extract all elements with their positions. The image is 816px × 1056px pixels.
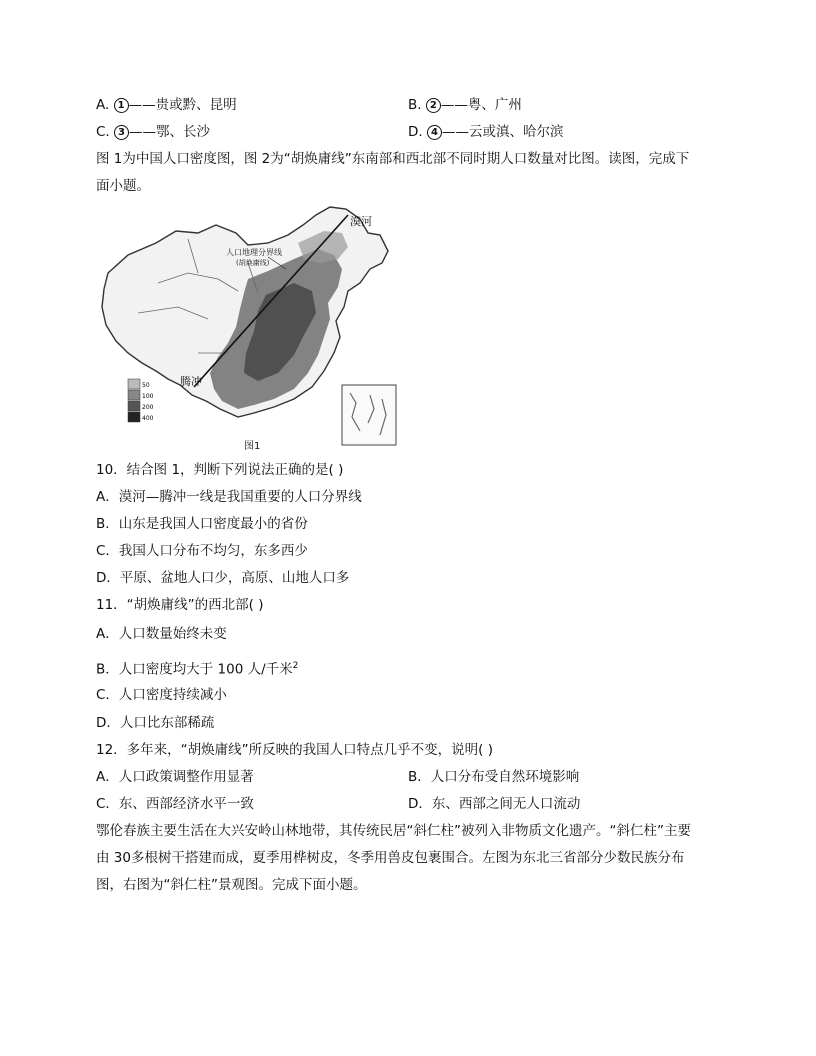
question-12-option-c: C．东、西部经济水平一致 <box>96 796 254 812</box>
south-china-sea-inset <box>342 385 396 445</box>
population-density-map <box>98 203 403 455</box>
question-11-stem: 11．“胡焕庸线”的西北部( ) <box>96 597 264 613</box>
question-10-option-d: D．平原、盆地人口少，高原、山地人口多 <box>96 570 350 586</box>
circled-number-icon: 2 <box>426 98 441 113</box>
intro-paragraph-2-end: 图，右图为“斜仁柱”景观图。完成下面小题。 <box>96 877 367 893</box>
option-d: D. 4 ——云或滇、哈尔滨 <box>408 124 564 140</box>
option-a: A. 1 ——贵或黔、昆明 <box>96 97 237 113</box>
label-boundary-1: 人口地理分界线 <box>226 248 282 257</box>
label-mohe: 漠河 <box>350 215 372 228</box>
question-11-option-d: D．人口比东部稀疏 <box>96 715 215 731</box>
question-12-stem: 12．多年来，“胡焕庸线”所反映的我国人口特点几乎不变，说明( ) <box>96 742 493 758</box>
map-caption: 图1 <box>244 441 261 452</box>
superscript: 2 <box>292 661 299 671</box>
legend-value: 200 <box>142 404 154 411</box>
intro-paragraph-1: 图 1为中国人口密度图，图 2为“胡焕庸线”东南部和西北部不同时期人口数量对比图。读图，完成下 <box>96 151 690 167</box>
label-boundary-2: (胡焕庸线) <box>236 259 270 267</box>
question-10-stem: 10．结合图 1，判断下列说法正确的是( ) <box>96 462 344 478</box>
question-11-option-a: A．人口数量始终未变 <box>96 626 227 642</box>
intro-paragraph-1-cont: 面小题。 <box>96 178 150 194</box>
label-tengchong: 腾冲 <box>180 375 202 388</box>
legend-value: 50 <box>142 382 150 389</box>
legend-value: 100 <box>142 393 154 400</box>
circled-number-icon: 1 <box>114 98 129 113</box>
question-11-option-b: B．人口密度均大于 100 人/千米$^2$ <box>96 661 299 678</box>
question-12-option-b: B．人口分布受自然环境影响 <box>408 769 580 785</box>
question-12-option-a: A．人口政策调整作用显著 <box>96 769 254 785</box>
option-b: B. 2 ——粤、广州 <box>408 97 522 113</box>
question-10-option-a: A．漠河—腾冲一线是我国重要的人口分界线 <box>96 489 362 505</box>
question-10-option-b: B．山东是我国人口密度最小的省份 <box>96 516 308 532</box>
question-11-option-c: C．人口密度持续减小 <box>96 687 227 703</box>
circled-number-icon: 3 <box>114 125 129 140</box>
map-legend <box>128 379 154 422</box>
question-12-option-d: D．东、西部之间无人口流动 <box>408 796 581 812</box>
intro-paragraph-2: 鄂伦春族主要生活在大兴安岭山林地带，其传统民居“斜仁柱”被列入非物质文化遗产。“斜仁柱”主要 <box>96 823 691 839</box>
legend-value: 400 <box>142 415 154 422</box>
intro-paragraph-2-cont: 由 30多根树干搭建而成，夏季用桦树皮，冬季用兽皮包裹围合。左图为东北三省部分少数民族分布 <box>96 850 685 866</box>
question-10-option-c: C．我国人口分布不均匀，东多西少 <box>96 543 308 559</box>
option-c: C. 3 ——鄂、长沙 <box>96 124 211 140</box>
circled-number-icon: 4 <box>427 125 442 140</box>
